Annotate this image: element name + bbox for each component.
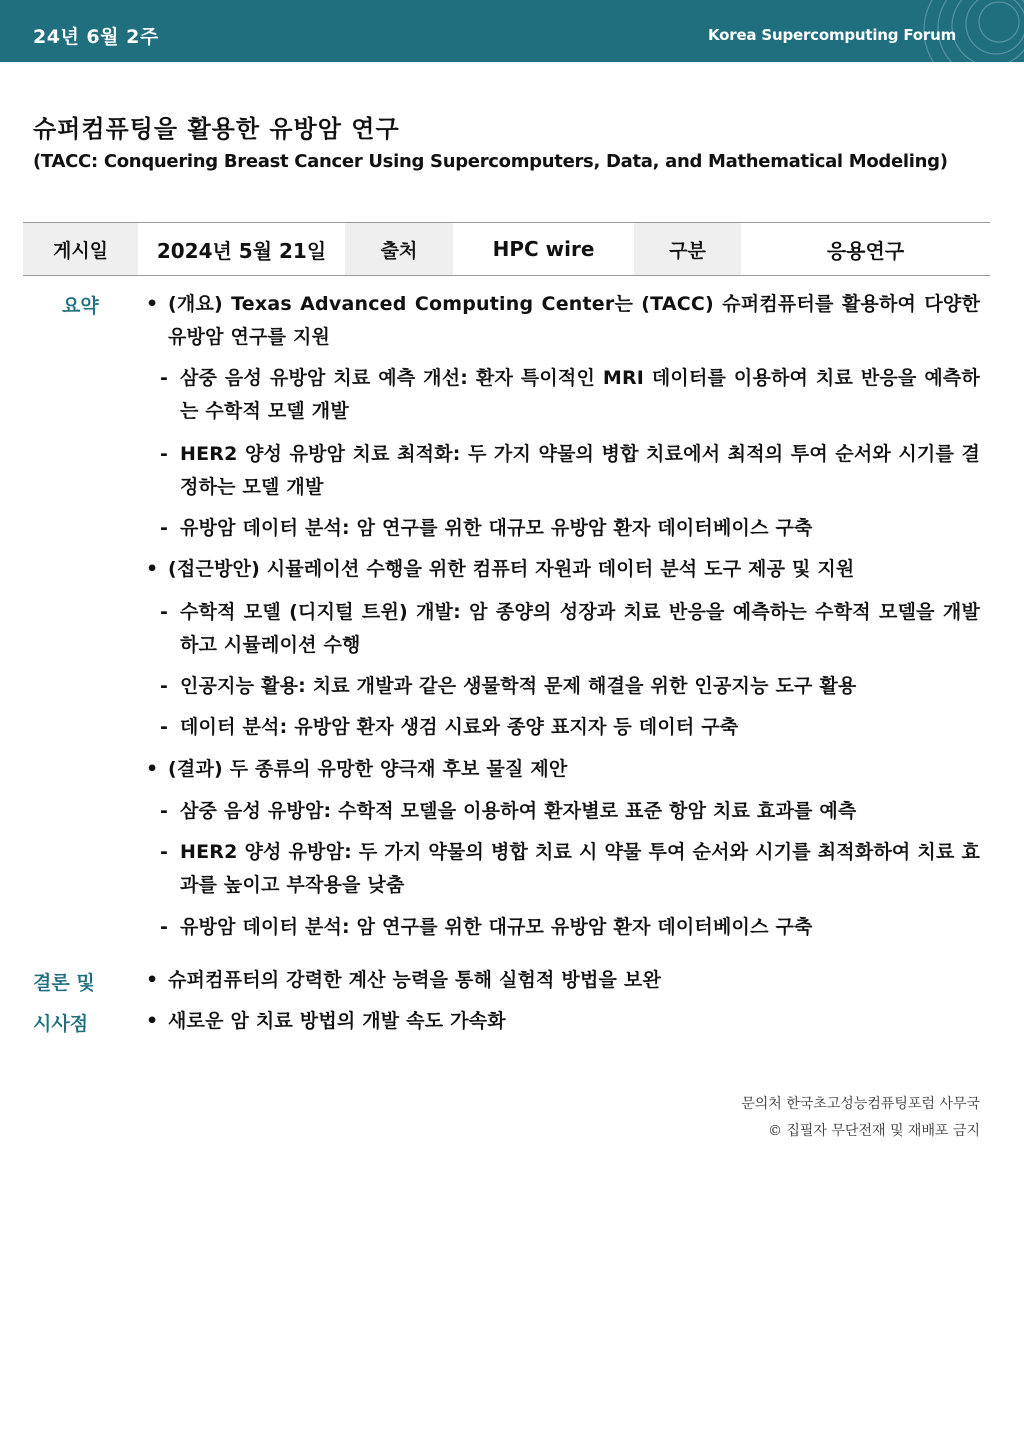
dash-mark: -: [160, 916, 169, 938]
summary-subitem-text: HER2 양성 유방암: 두 가지 약물의 병합 치료 시 약물 투여 순서와 시기를 최적화하여 치료 효과를 높이고 부작용을 낮춤: [180, 841, 980, 896]
summary-subitem: [160, 438, 980, 504]
summary-item-text: (결과) 두 종류의 유망한 양극재 후보 물질 제안: [168, 758, 568, 780]
conclusion-item: [146, 1005, 980, 1038]
footer-copyright: © 집필자 무단전재 및 재배포 금지: [767, 1123, 980, 1139]
bullet-mark: •: [146, 969, 159, 991]
bullet-mark: •: [146, 1010, 159, 1032]
conclusion-label-line1: 결론 및: [33, 972, 95, 994]
source-value: HPC wire: [492, 237, 595, 261]
summary-subitem-text: 인공지능 활용: 치료 개발과 같은 생물학적 문제 해결을 위한 인공지능 도구 활용: [180, 675, 857, 697]
conclusion-item: [146, 964, 980, 997]
posted-date-label: 게시일: [23, 223, 138, 275]
summary-item-text: (개요) Texas Advanced Computing Center는 (TACC) 슈퍼컴퓨터를 활용하여 다양한 유방암 연구를 지원: [168, 293, 980, 348]
bullet-mark: •: [146, 293, 159, 315]
summary-subitem-text: 수학적 모델 (디지털 트윈) 개발: 암 종양의 성장과 치료 반응을 예측하는 수학적 모델을 개발하고 시뮬레이션 수행: [180, 601, 980, 656]
source-label: 출처: [345, 223, 453, 275]
summary-item: [146, 288, 980, 354]
dash-mark: -: [160, 675, 169, 697]
article-info-table: [23, 222, 990, 276]
posted-date-value: 2024년 5월 21일: [156, 238, 327, 263]
conclusion-item-text: 슈퍼컴퓨터의 강력한 계산 능력을 통해 실험적 방법을 보완: [168, 969, 662, 991]
summary-subitem: [160, 836, 980, 902]
summary-subitem: [160, 596, 980, 662]
conclusion-label-line2: 시사점: [33, 1013, 89, 1035]
summary-item-text: (접근방안) 시뮬레이션 수행을 위한 컴퓨터 자원과 데이터 분석 도구 제공 및 지원: [168, 558, 855, 580]
footer-contact: 문의처 한국초고성능컴퓨팅포럼 사무국: [741, 1096, 980, 1112]
dash-mark: -: [160, 517, 169, 539]
summary-label: 요약: [62, 295, 99, 317]
summary-subitem-text: HER2 양성 유방암 치료 최적화: 두 가지 약물의 병합 치료에서 최적의 투여 순서와 시기를 결정하는 모델 개발: [180, 443, 980, 498]
article-subtitle: (TACC: Conquering Breast Cancer Using Supercomputers, Data, and Mathematical Modeling): [33, 151, 948, 172]
category-value: 응용연구: [826, 238, 905, 263]
summary-item: [146, 753, 980, 786]
page-header: [0, 0, 1024, 62]
dash-mark: -: [160, 443, 169, 465]
forum-name: Korea Supercomputing Forum: [707, 26, 956, 44]
dash-mark: -: [160, 367, 169, 389]
summary-subitem: [160, 670, 980, 703]
summary-subitem: [160, 911, 980, 944]
summary-subitem: [160, 711, 980, 744]
summary-subitem-text: 삼중 음성 유방암: 수학적 모델을 이용하여 환자별로 표준 항암 치료 효과를 예측: [180, 800, 857, 822]
conclusion-item-text: 새로운 암 치료 방법의 개발 속도 가속화: [168, 1010, 506, 1032]
summary-subitem-text: 데이터 분석: 유방암 환자 생검 시료와 종양 표지자 등 데이터 구축: [180, 716, 739, 738]
summary-subitem: [160, 795, 980, 828]
article-title: 슈퍼컴퓨팅을 활용한 유방암 연구: [33, 115, 400, 143]
summary-subitem-text: 유방암 데이터 분석: 암 연구를 위한 대규모 유방암 환자 데이터베이스 구축: [180, 916, 813, 938]
summary-subitem-text: 유방암 데이터 분석: 암 연구를 위한 대규모 유방암 환자 데이터베이스 구축: [180, 517, 813, 539]
swirl-logo-icon: [914, 0, 1024, 62]
category-label: 구분: [634, 223, 741, 275]
summary-subitem-text: 삼중 음성 유방암 치료 예측 개선: 환자 특이적인 MRI 데이터를 이용하여 치료 반응을 예측하는 수학적 모델 개발: [180, 367, 980, 422]
dash-mark: -: [160, 716, 169, 738]
summary-item: [146, 553, 980, 586]
bullet-mark: •: [146, 758, 159, 780]
dash-mark: -: [160, 800, 169, 822]
summary-subitem: [160, 512, 980, 545]
bullet-mark: •: [146, 558, 159, 580]
dash-mark: -: [160, 601, 169, 623]
dash-mark: -: [160, 841, 169, 863]
summary-subitem: [160, 362, 980, 428]
issue-week: 24년 6월 2주: [33, 26, 159, 48]
